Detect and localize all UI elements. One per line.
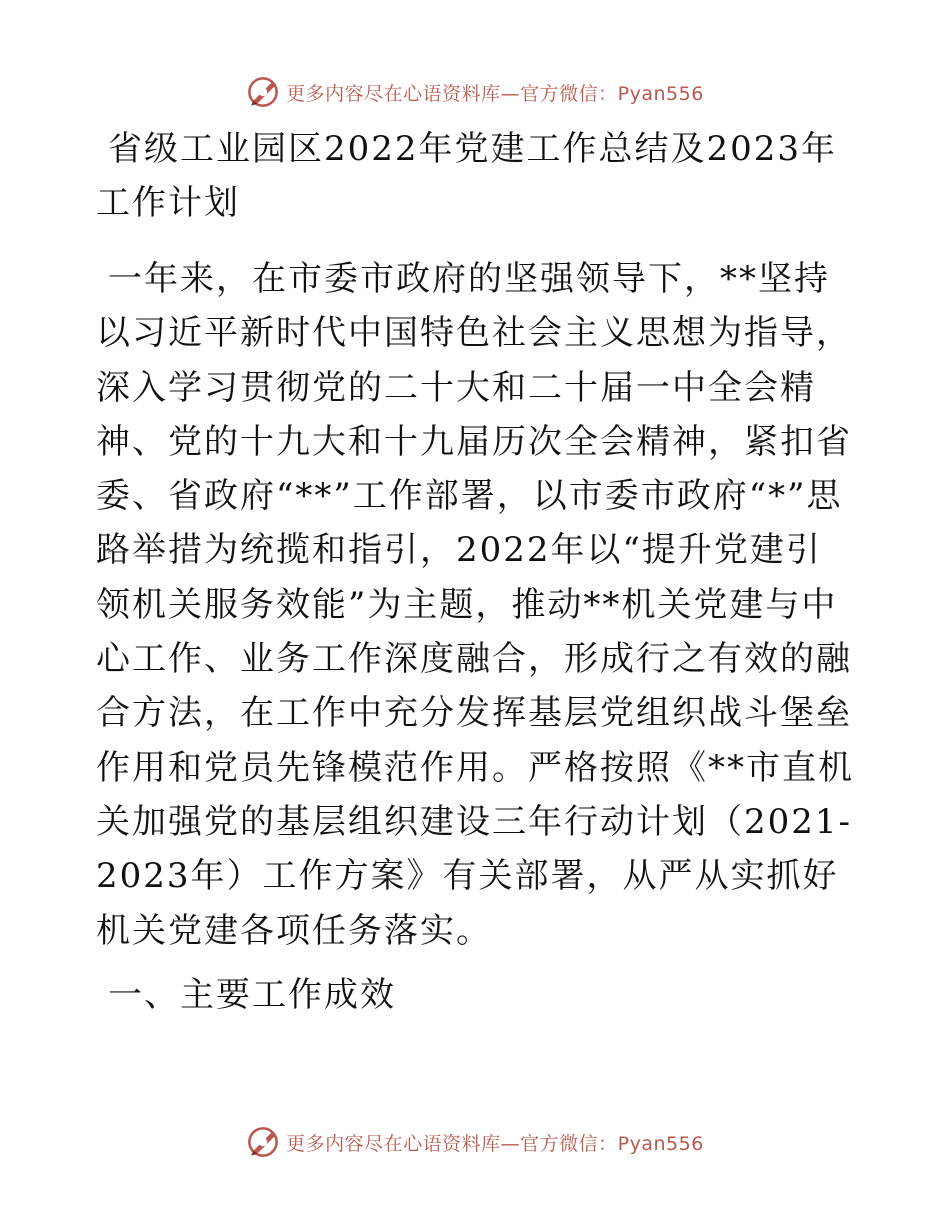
pen-logo-icon — [246, 1125, 280, 1159]
intro-paragraph: 一年来，在市委市政府的坚强领导下，**坚持以习近平新时代中国特色社会主义思想为指导，深入学习贯彻党的二十大和二十届一中全会精神、党的十九大和十九届历次全会精神，紧扣省委、省政府“**”工作部署，以市委市政府“*”思路举措为统揽和指引，2022年以“提升党建引领机关服务效能”为主题，推动**机关党建与中心工作、业务工作深度融合，形成行之有效的融合方法，在工作中充分发挥基层党组织战斗堡垒作用和党员先锋模范作用。严格按照《**市直机关加强党的基层组织建设三年行动计划（2021-2023年）工作方案》有关部署，从严从实抓好机关党建各项任务落实。 — [96, 259, 854, 951]
header-watermark — [0, 72, 950, 112]
pen-logo-icon — [246, 75, 280, 109]
footer-watermark — [0, 1122, 950, 1162]
section-heading: 一、主要工作成效 — [108, 975, 396, 1015]
document-title: 省级工业园区2022年党建工作总结及2023年工作计划 — [96, 129, 838, 223]
watermark-text: 更多内容尽在心语资料库—官方微信：Pyan556 — [286, 1132, 704, 1155]
watermark-text: 更多内容尽在心语资料库—官方微信：Pyan556 — [286, 82, 704, 105]
